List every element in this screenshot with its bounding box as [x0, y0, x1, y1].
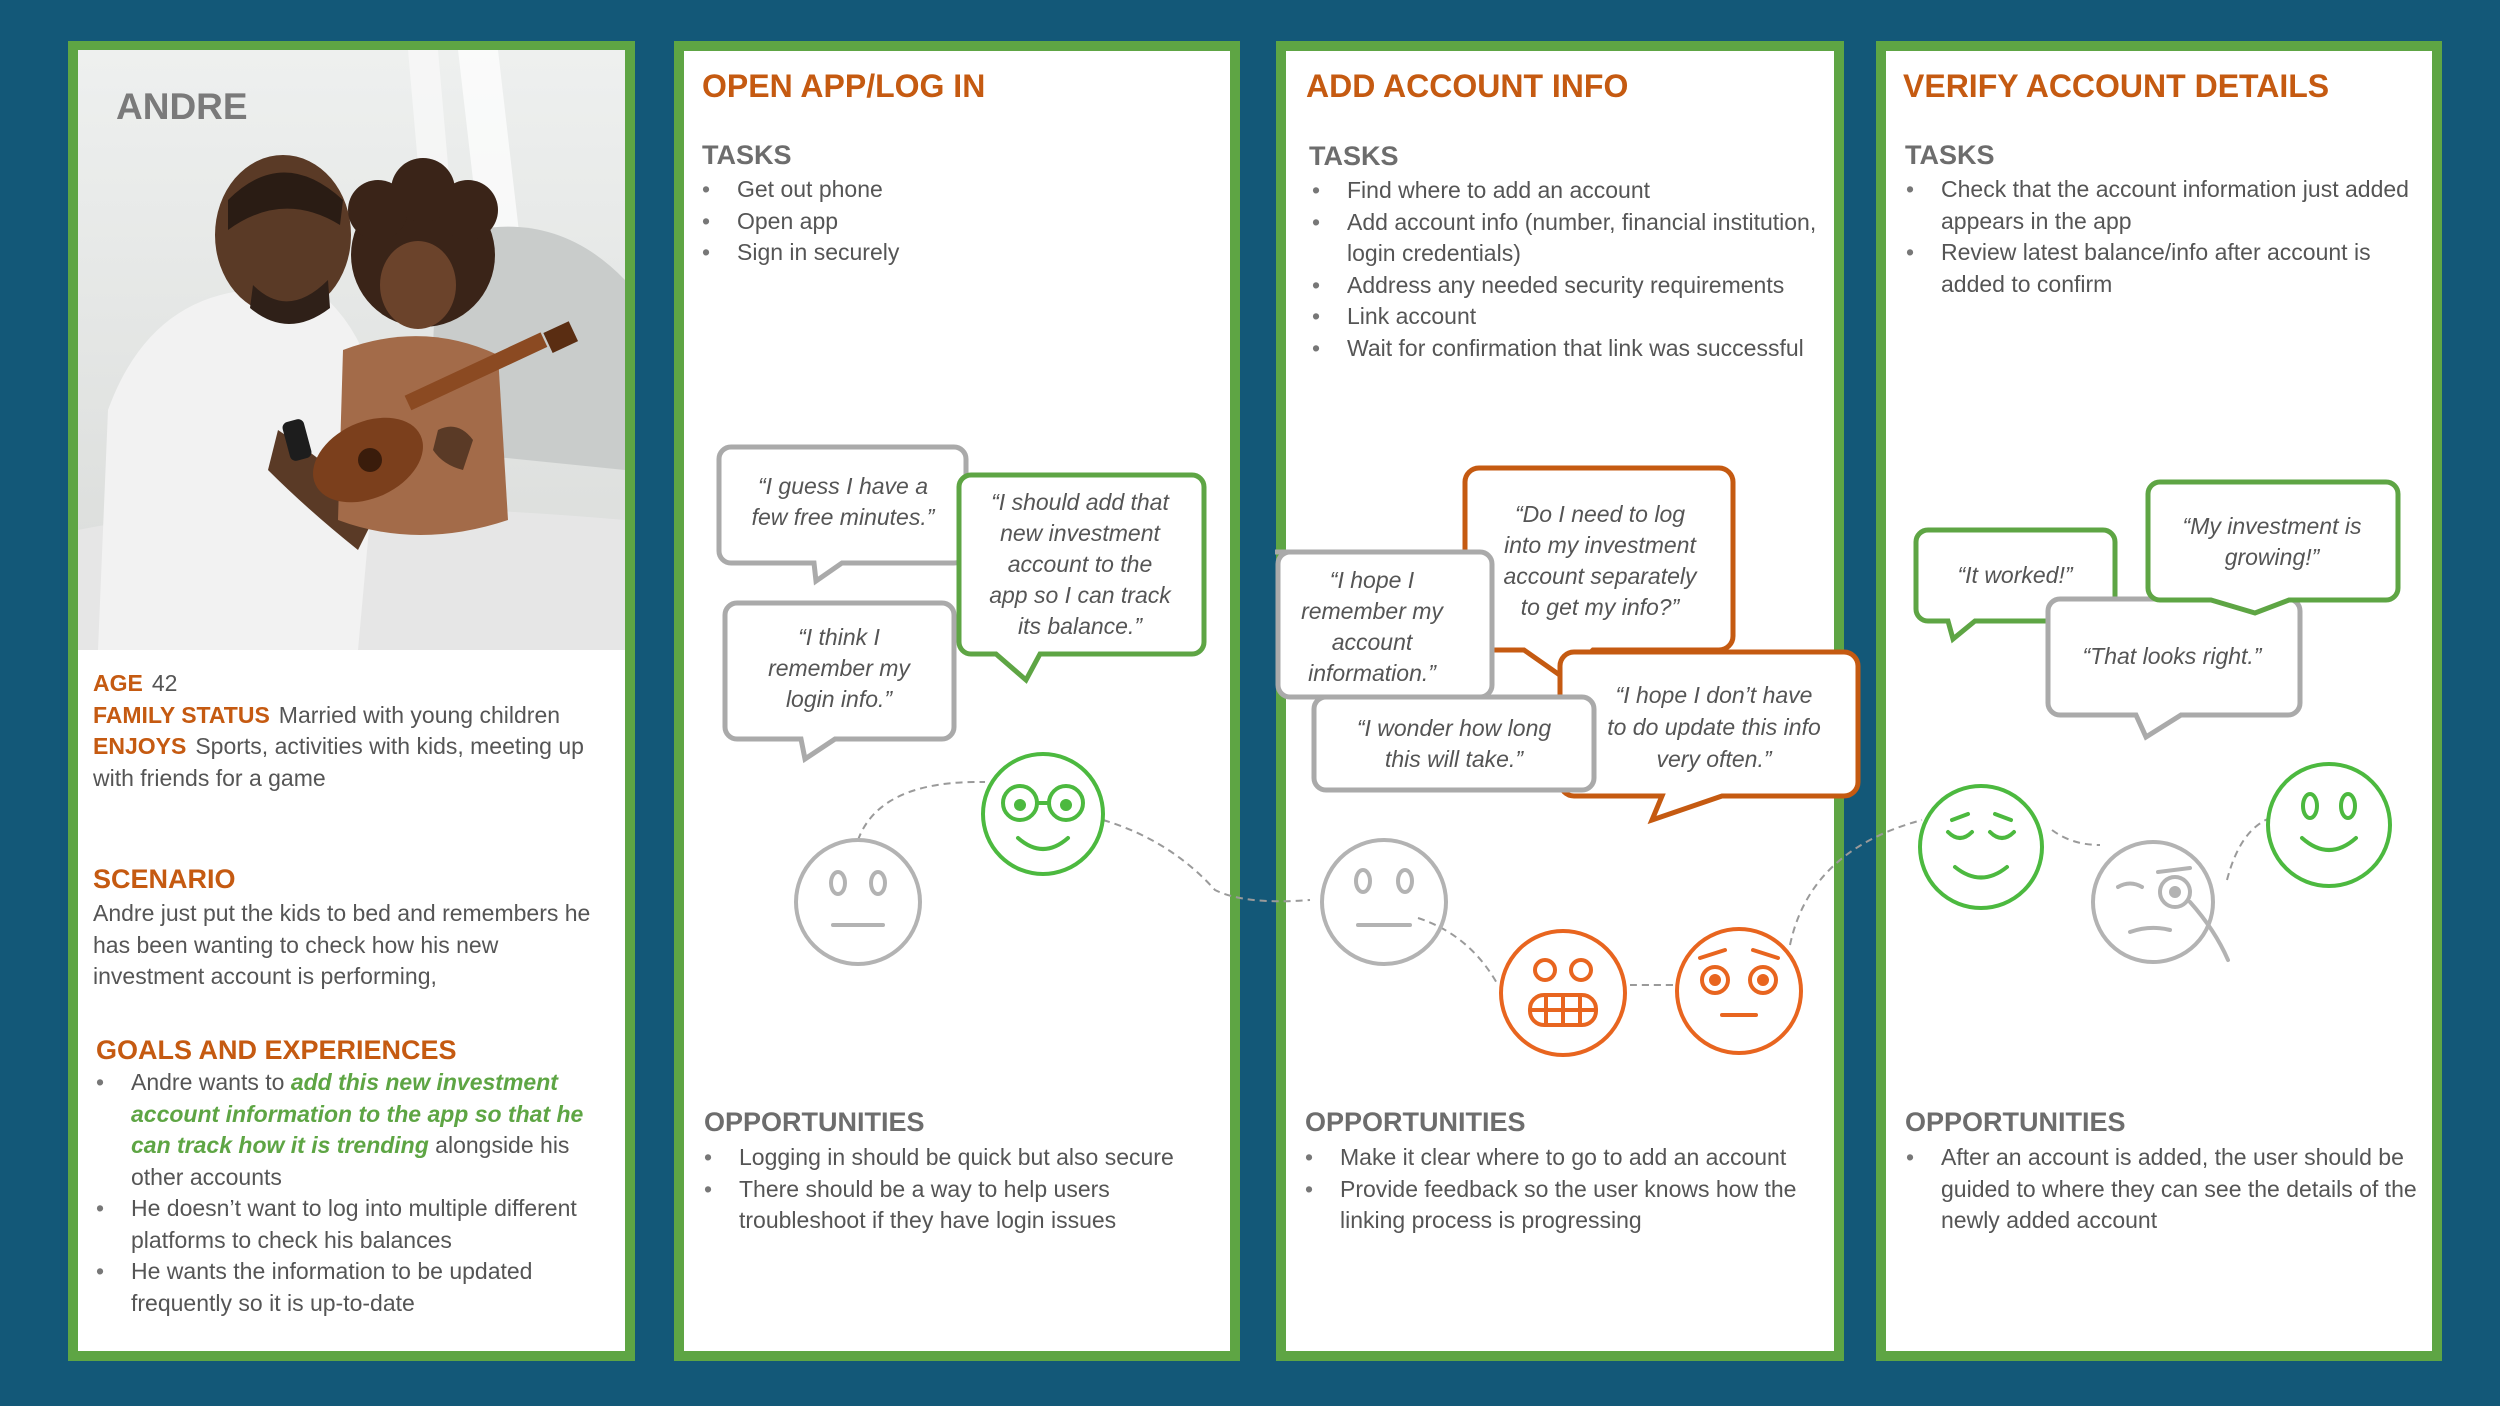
goal-highlight: add this new investment account information to the app so that he can track how it is trending — [131, 1069, 584, 1158]
task-item: • Get out phone — [702, 174, 1222, 206]
tasks-heading: TASKS — [1905, 140, 1995, 170]
opportunity-item: • Logging in should be quick but also secure — [704, 1142, 1204, 1174]
stage-title-verify: VERIFY ACCOUNT DETAILS — [1903, 68, 2330, 104]
family-status-value: Married with young children — [278, 701, 561, 728]
opportunities-heading: OPPORTUNITIES — [1305, 1107, 1526, 1137]
goal-item: • He doesn’t want to log into multiple different platforms to check his balances — [96, 1193, 626, 1256]
quote-text: “I should add that new investment account to the app so I can track its balance.” — [989, 489, 1171, 639]
task-item: • Check that the account information just added appears in the app — [1906, 174, 2426, 237]
task-item: • Add account info (number, financial institution, login credentials) — [1312, 207, 1832, 270]
scenario-text: Andre just put the kids to bed and remembers he has been wanting to check how his new investment account is performing, — [93, 900, 591, 989]
speech-bubble — [1314, 697, 1594, 790]
task-item: • Review latest balance/info after account is added to confirm — [1906, 237, 2426, 300]
monocle-face-icon — [2093, 842, 2228, 962]
opportunity-item: • After an account is added, the user should be guided to where they can see the details of the newly added account — [1906, 1142, 2426, 1237]
neutral-face-icon — [796, 840, 920, 964]
family-status-label: FAMILY STATUS — [93, 701, 270, 728]
quote-text: “I wonder how long this will take.” — [1356, 715, 1552, 772]
speech-bubble — [1560, 652, 1858, 820]
glasses-smile-face-icon — [983, 754, 1103, 874]
persona-name: ANDRE — [116, 86, 248, 127]
task-item: • Find where to add an account — [1312, 175, 1832, 207]
speech-bubble — [2148, 482, 2398, 613]
stage-title-add-account: ADD ACCOUNT INFO — [1306, 68, 1629, 104]
speech-bubble — [725, 603, 954, 759]
smile-face-icon — [2268, 764, 2390, 886]
neutral-face-icon — [1322, 840, 1446, 964]
speech-bubble — [959, 475, 1204, 680]
task-item: • Sign in securely — [702, 237, 1222, 269]
goal-text: alongside his other accounts — [131, 1132, 570, 1190]
quote-text: “I think I remember my login info.” — [768, 624, 910, 712]
task-item: • Address any needed security requirements — [1312, 270, 1832, 302]
quote-text: “That looks right.” — [2082, 643, 2262, 669]
enjoys-label: ENJOYS — [93, 733, 187, 759]
opportunities-heading: OPPORTUNITIES — [1905, 1107, 2126, 1137]
stage-title-open-app: OPEN APP/LOG IN — [702, 68, 986, 104]
speech-bubble — [1465, 468, 1733, 678]
age-value: 42 — [151, 670, 178, 696]
speech-bubble — [719, 447, 966, 581]
emotion-path — [858, 782, 2270, 985]
enjoys-value: Sports, activities with kids, meeting up with friends for a game — [93, 733, 584, 791]
speech-bubble — [2048, 599, 2300, 737]
age-label: AGE — [93, 670, 143, 696]
worried-face-icon — [1677, 929, 1801, 1053]
quote-text: “I guess I have a few free minutes.” — [751, 473, 935, 530]
grimace-face-icon — [1501, 931, 1625, 1055]
quote-text: “Do I need to log into my investment account separately to get my info?” — [1503, 501, 1697, 620]
content-face-icon — [1920, 786, 2042, 908]
task-item: • Link account — [1312, 301, 1832, 333]
task-item: • Open app — [702, 206, 1222, 238]
quote-text: “I hope I remember my account information.” — [1301, 567, 1443, 686]
quote-text: “I hope I don’t have to do update this info very often.” — [1607, 682, 1821, 772]
task-item: • Wait for confirmation that link was successful — [1312, 333, 1832, 365]
quote-text: “It worked!” — [1957, 562, 2073, 588]
opportunity-item: • There should be a way to help users troubleshoot if they have login issues — [704, 1174, 1204, 1237]
goal-text: Andre wants to — [131, 1069, 291, 1095]
tasks-heading: TASKS — [702, 140, 792, 170]
opportunity-item: • Make it clear where to go to add an account — [1305, 1142, 1835, 1174]
tasks-heading: TASKS — [1309, 141, 1399, 171]
goals-heading: GOALS AND EXPERIENCES — [96, 1035, 457, 1065]
quote-text: “My investment is growing!” — [2182, 513, 2362, 570]
goal-item: • He wants the information to be updated frequently so it is up-to-date — [96, 1256, 626, 1319]
opportunity-item: • Provide feedback so the user knows how the linking process is progressing — [1305, 1174, 1835, 1237]
speech-bubble — [1275, 552, 1492, 697]
scenario-heading: SCENARIO — [93, 864, 236, 894]
opportunities-heading: OPPORTUNITIES — [704, 1107, 925, 1137]
